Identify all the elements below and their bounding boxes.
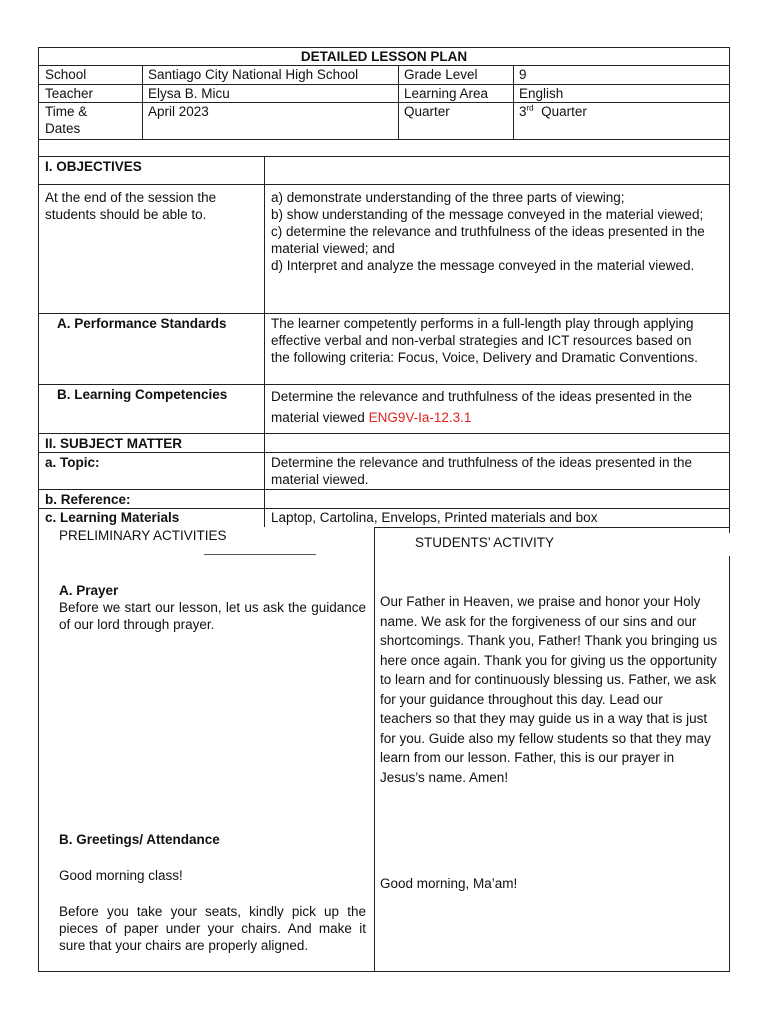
grade-level-value: 9 [519,67,527,82]
students-activity-heading: STUDENTS’ ACTIVITY [415,535,555,550]
reference-label: b. Reference: [45,492,131,507]
learning-area-label: Learning Area [404,86,489,101]
competency-code: ENG9V-Ia-12.3.1 [368,410,472,425]
quarter-label: Quarter [404,104,450,119]
page-title: DETAILED LESSON PLAN [300,49,468,64]
topic-text: Determine the relevance and truthfulness of the ideas presented in the material viewed. [271,455,693,487]
prayer-title: A. Prayer [59,583,119,598]
objectives-list [271,189,721,274]
time-dates-label: Time & Dates [45,104,88,136]
objective-item: a) demonstrate understanding of the three parts of viewing; [271,190,625,205]
greeting-student-text: Good morning, Ma’am! [380,876,518,891]
objectives-intro: At the end of the session the students should be able to. [45,190,217,222]
seats-teacher-text: Before you take your seats, kindly pick up the pieces of paper under your chairs. And make it sure that your chairs are properly aligned. [59,904,366,953]
greetings-title: B. Greetings/ Attendance [59,832,220,847]
preliminary-activities-heading: PRELIMINARY ACTIVITIES [59,528,227,543]
objective-item: b) show understanding of the message conveyed in the material viewed; [271,207,704,222]
topic-label: a. Topic: [45,455,100,470]
learning-competencies-text: Determine the relevance and truthfulness of the ideas presented in the material viewed ENG9V-Ia-12.3.1 [271,389,693,425]
learning-competencies-label: B. Learning Competencies [57,387,228,402]
grade-level-label: Grade Level [404,67,478,82]
teacher-label: Teacher [45,86,94,101]
performance-standards-text: The learner competently performs in a full-length play through applying effective verbal and non-verbal strategies and ICT resources based on the following criteria: Focus, Voice, Delivery and Dramatic Conventions. [271,316,698,365]
performance-standards-label: A. Performance Standards [57,316,227,331]
learning-materials-label: c. Learning Materials [45,510,180,525]
teacher-value: Elysa B. Micu [148,86,230,101]
objective-item: c) determine the relevance and truthfulness of the ideas presented in the material viewed; and [271,224,705,256]
objectives-heading: I. OBJECTIVES [45,159,142,174]
objective-item: d) Interpret and analyze the message conveyed in the material viewed. [271,258,695,273]
prayer-student-text: Our Father in Heaven, we praise and honor your Holy name. We ask for the forgiveness of our sins and our shortcomings. Thank you, Father! Thank you bringing us here once again. Thank you for giving us the opportunity to learn and for continuously blessing us. Father, we ask for your guidance throughout this day. Lead our teachers so that they may guide us in a way that is just for you. Guide also my fellow students so that they may learn from our lesson. Father, this is our prayer in Jesus’s name. Amen! [380,594,718,785]
time-dates-value: April 2023 [148,104,209,119]
prayer-teacher-text: Before we start our lesson, let us ask the guidance of our lord through prayer. [59,600,366,632]
school-value: Santiago City National High School [148,67,359,82]
subject-matter-heading: II. SUBJECT MATTER [45,436,183,451]
learning-materials-text: Laptop, Cartolina, Envelops, Printed materials and box [271,510,598,525]
learning-area-value: English [519,86,564,101]
greeting-teacher-text: Good morning class! [59,868,183,883]
school-label: School [45,67,87,82]
quarter-value: 3rd Quarter [519,103,587,119]
heading-underline [204,554,316,555]
